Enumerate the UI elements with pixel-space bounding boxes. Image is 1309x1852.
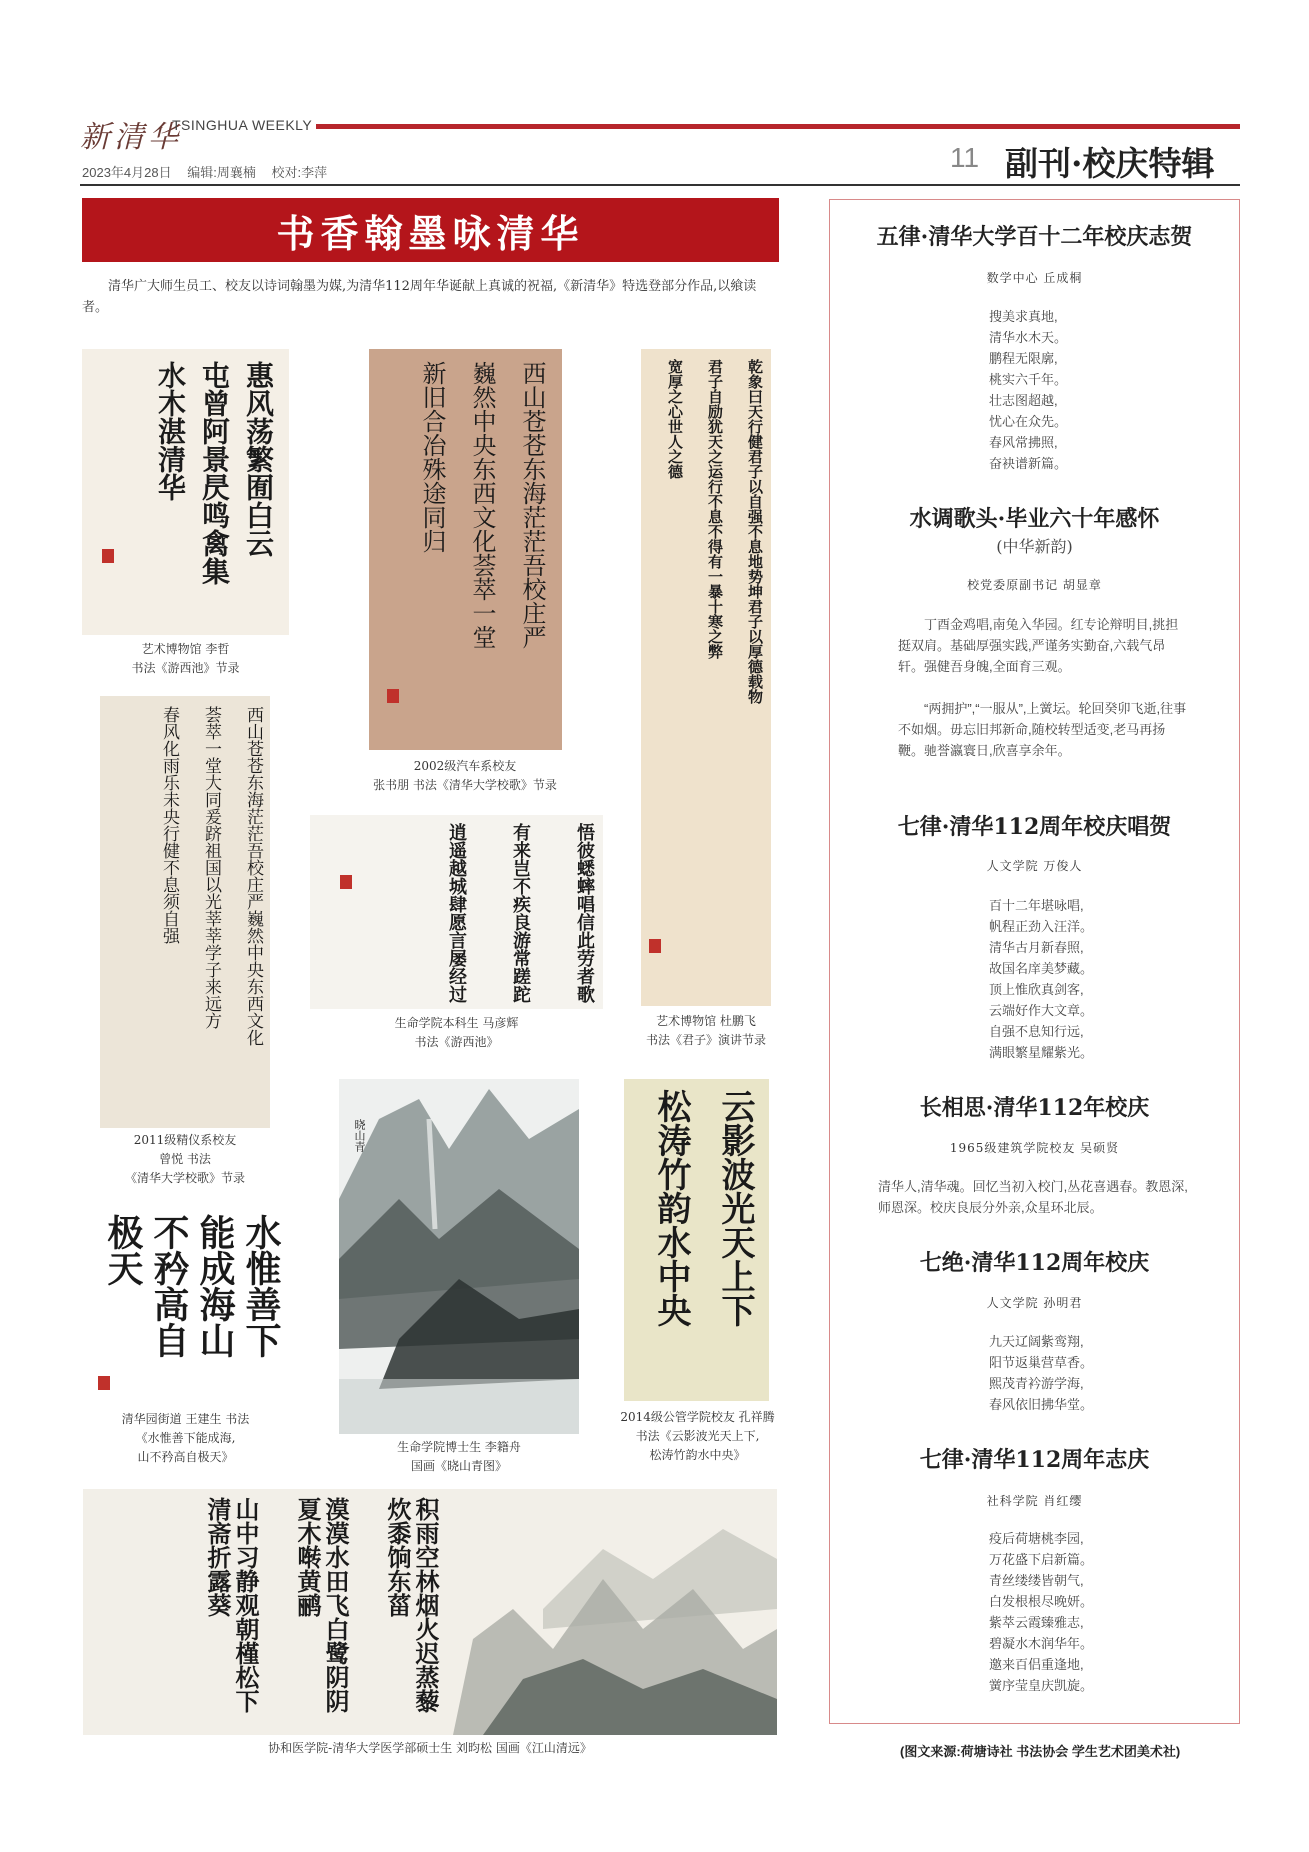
calligraphy-text: 积雨空林烟火迟蒸藜炊黍饷东菑 bbox=[383, 1497, 440, 1713]
artwork-calligraphy-zeng-yue bbox=[100, 696, 270, 1128]
poem-title: 水调歌头·毕业六十年感怀 bbox=[909, 506, 1160, 532]
artwork-caption: 艺术博物馆 杜鹏飞 书法《君子》演讲节录 bbox=[645, 1014, 766, 1047]
seal-stamp bbox=[340, 875, 352, 889]
poem-title: 七律·清华112周年校庆唱贺 bbox=[897, 814, 1172, 840]
artwork-painting-li-jizhou bbox=[339, 1079, 579, 1434]
calligraphy-text: 巍然中央东西文化荟萃一堂 bbox=[468, 361, 496, 649]
issue-date: 2023年4月28日 bbox=[82, 165, 172, 180]
poem-author: 人文学院 孙明君 bbox=[986, 1296, 1083, 1310]
newspaper-subtitle: TSINGHUA WEEKLY bbox=[172, 117, 313, 133]
calligraphy-text: 逍遥越城肆愿言屡经过 bbox=[446, 823, 467, 1003]
landscape-painting bbox=[339, 1079, 579, 1434]
artwork-caption: 2002级汽车系校友 张书朋 书法《清华大学校歌》节录 bbox=[373, 759, 557, 792]
page-number: 11 bbox=[950, 142, 980, 173]
calligraphy-text: 山中习静观朝槿松下清斋折露葵 bbox=[203, 1497, 260, 1713]
newspaper-logo: 新清华 bbox=[80, 120, 182, 155]
poem-verse: 疫后荷塘桃李园, 万花盛下启新篇。 青丝缕缕皆朝气, 白发根根尽晚妍。 紫萃云霞臻雅志, 碧凝水木润华年。 邀来百侣重逢地, 黉序莹皇庆凯旋。 bbox=[989, 1531, 1094, 1693]
poem-author: 数学中心 丘成桐 bbox=[986, 271, 1083, 285]
feature-intro: 清华广大师生员工、校友以诗词翰墨为媒,为清华112周年华诞献上真诚的祝福,《新清华》特选登部分作品,以飨读者。 bbox=[82, 279, 757, 315]
header-red-rule bbox=[316, 124, 1240, 129]
poem-subtitle: (中华新韵) bbox=[996, 537, 1073, 556]
poem-title: 七绝·清华112周年校庆 bbox=[919, 1250, 1150, 1276]
issue-proofreader: 校对:李萍 bbox=[271, 165, 328, 180]
calligraphy-text: 宽厚之心世人之德 bbox=[666, 359, 684, 479]
calligraphy-text: 乾象曰天行健君子以自强不息地势坤君子以厚德载物 bbox=[746, 359, 764, 704]
source-note: (图文来源:荷塘诗社 书法协会 学生艺术团美术社) bbox=[900, 1744, 1181, 1759]
calligraphy-text: 西山苍苍东海茫茫吾校庄严巍然中央东西文化 bbox=[243, 706, 263, 1046]
artwork-caption: 2014级公管学院校友 孔祥腾 书法《云影波光天上下, 松涛竹韵水中央》 bbox=[620, 1410, 775, 1462]
calligraphy-text: 春风化雨乐未央行健不息须自强 bbox=[159, 706, 179, 944]
calligraphy-text: 水惟善下 bbox=[240, 1214, 282, 1358]
calligraphy-text: 松涛竹韵水中央 bbox=[651, 1089, 691, 1327]
artwork-calligraphy-du-pengfei bbox=[641, 349, 771, 1006]
poem-title: 五律·清华大学百十二年校庆志贺 bbox=[876, 224, 1193, 250]
feature-banner: 书香翰墨咏清华 bbox=[82, 198, 779, 262]
artwork-calligraphy-li-zhe bbox=[82, 349, 289, 635]
calligraphy-text: 不矜高自 bbox=[148, 1214, 190, 1358]
section-title: 副刊·校庆特辑 bbox=[1005, 144, 1215, 183]
calligraphy-text: 漠漠水田飞白鹭阴阴夏木啭黄鹂 bbox=[293, 1497, 350, 1713]
artwork-caption: 艺术博物馆 李哲 书法《游西池》节录 bbox=[131, 642, 240, 675]
artwork-calligraphy-kong-xiangteng bbox=[624, 1079, 769, 1401]
calligraphy-text: 云影波光天上下 bbox=[715, 1089, 755, 1327]
artwork-calligraphy-ma-yanhui bbox=[310, 815, 603, 1009]
artwork-caption: 2011级精仪系校友 曾悦 书法 《清华大学校歌》节录 bbox=[124, 1133, 245, 1185]
calligraphy-text: 水木湛清华 bbox=[154, 361, 187, 501]
issue-meta bbox=[82, 162, 339, 181]
poem-paragraph: 清华人,清华魂。回忆当初入校门,丛花喜遇春。教恩深,师恩深。校庆良辰分外亲,众星环北辰。 bbox=[878, 1179, 1188, 1215]
calligraphy-text: 屯曾阿景昃鸣禽集 bbox=[198, 361, 231, 585]
poem-author: 校党委原副书记 胡显章 bbox=[967, 578, 1102, 592]
calligraphy-text: 西山苍苍东海茫茫吾校庄严 bbox=[518, 361, 546, 649]
seal-stamp bbox=[387, 689, 399, 703]
calligraphy-text: 惠风荡繁囿白云 bbox=[242, 361, 275, 557]
poem-author: 1965级建筑学院校友 吴硕贤 bbox=[949, 1141, 1120, 1155]
calligraphy-text: 荟萃一堂大同爰跻祖国以光莘莘学子来远方 bbox=[201, 706, 221, 1029]
landscape-painting bbox=[83, 1489, 777, 1735]
artwork-caption: 生命学院本科生 马彦辉 书法《游西池》 bbox=[394, 1016, 519, 1049]
seal-stamp bbox=[102, 549, 114, 563]
painting-inscription: 晓山青 bbox=[353, 1119, 366, 1152]
poem-verse: 九天辽阔紫鸾翔, 阳节返巢营草香。 熙茂青衿游学海, 春风依旧拂华堂。 bbox=[989, 1334, 1094, 1412]
poem-paragraph: “两拥护”,“一服从”,上黉坛。轮回癸卯飞逝,往事不如烟。毋忘旧邦新命,随校转型适变,老马再扬鞭。驰誉瀛寰日,欣喜享余年。 bbox=[898, 701, 1187, 758]
poem-verse: 搜美求真地, 清华水木天。 鹏程无限廓, 桃实六千年。 壮志图超越, 忧心在众先。 春风常拂照, 奋袂谱新篇。 bbox=[989, 309, 1068, 471]
poem-paragraph: 丁酉金鸡唱,南兔入华园。红专论辩明目,挑担挺双肩。基础厚强实践,严谨务实勤奋,六载气昂轩。强健吾身魄,全面育三观。 bbox=[898, 617, 1179, 674]
calligraphy-text: 能成海山 bbox=[194, 1214, 236, 1358]
seal-stamp bbox=[649, 939, 661, 953]
seal-stamp bbox=[98, 1376, 110, 1390]
poem-title: 七律·清华112周年志庆 bbox=[919, 1447, 1150, 1473]
calligraphy-text: 悟彼蟋蟀唱信此劳者歌 bbox=[574, 823, 595, 1003]
artwork-caption: 生命学院博士生 李籍舟 国画《晓山青图》 bbox=[397, 1440, 521, 1473]
poem-title: 长相思·清华112年校庆 bbox=[919, 1095, 1150, 1121]
artwork-calligraphy-zhang-shupeng bbox=[369, 349, 562, 750]
artwork-caption: 协和医学院-清华大学医学部硕士生 刘昀松 国画《江山清远》 bbox=[268, 1741, 592, 1755]
artwork-calligraphy-wang-jiansheng bbox=[82, 1200, 289, 1404]
poem-verse: 百十二年堪咏唱, 帆程正劲入汪洋。 清华古月新春照, 故国名庠美梦藏。 顶上惟欣真剑客, 云端好作大文章。 自强不息知行远, 满眼繁星耀紫光。 bbox=[989, 898, 1094, 1060]
poem-author: 人文学院 万俊人 bbox=[986, 859, 1083, 873]
poem-author: 社科学院 肖红缨 bbox=[986, 1494, 1083, 1508]
calligraphy-text: 君子自励犹天之运行不息不得有一暴十寒之弊 bbox=[706, 359, 724, 659]
calligraphy-text: 极天 bbox=[102, 1214, 144, 1286]
calligraphy-text: 新旧合冶殊途同归 bbox=[418, 361, 446, 553]
artwork-caption: 清华园街道 王建生 书法 《水惟善下能成海, 山不矜高自极天》 bbox=[121, 1412, 250, 1464]
calligraphy-text: 有来岂不疾良游常蹉跎 bbox=[510, 823, 531, 1003]
header-divider bbox=[80, 184, 1240, 186]
issue-editor: 编辑:周襄楠 bbox=[187, 165, 256, 180]
artwork-painting-liu-yunsong bbox=[83, 1489, 777, 1735]
